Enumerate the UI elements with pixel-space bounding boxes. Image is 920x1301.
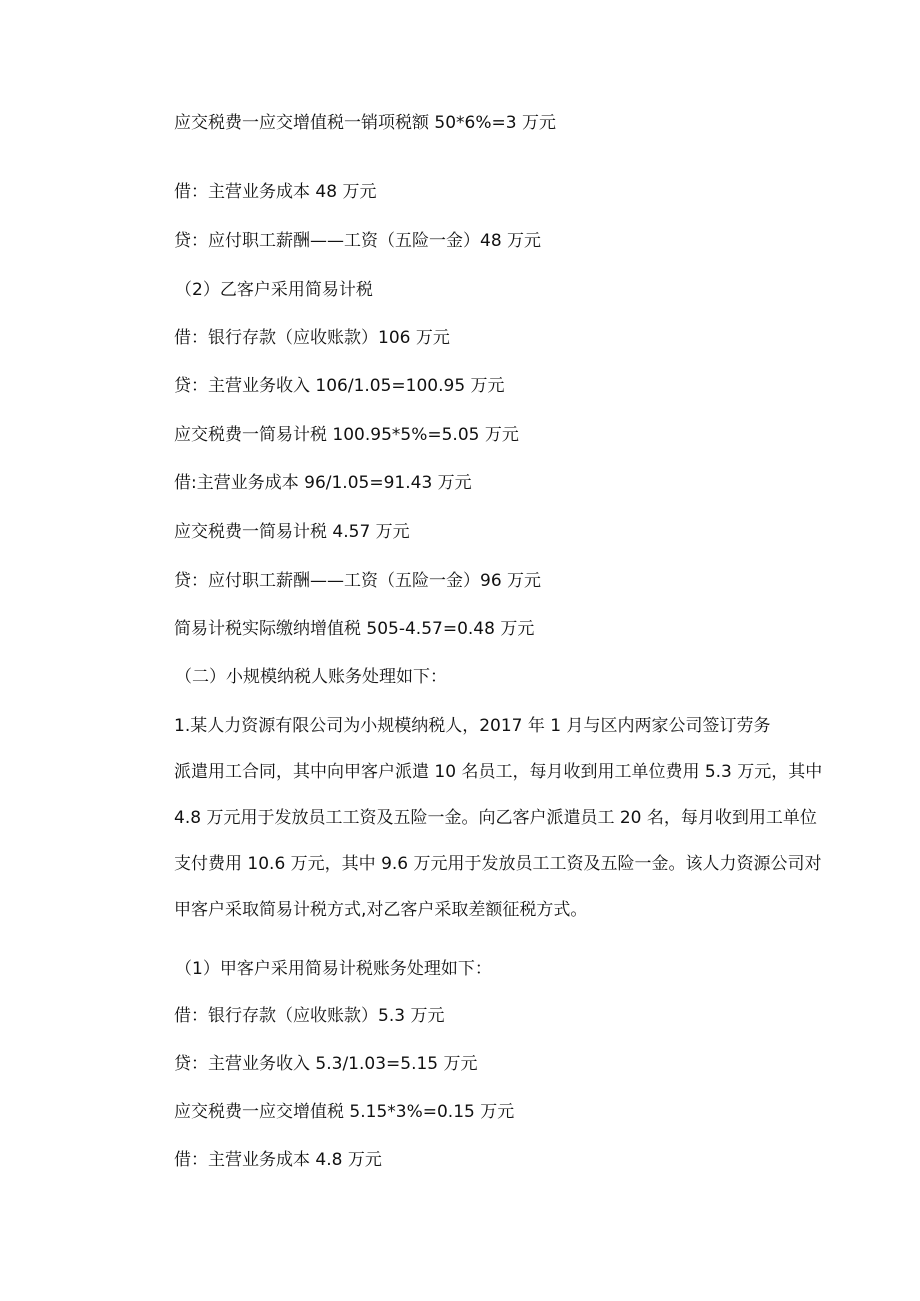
paragraph-line: 支付费用 10.6 万元，其中 9.6 万元用于发放员工工资及五险一金。该人力资源公司对 <box>174 854 822 874</box>
text-line: 借：主营业务成本 48 万元 <box>174 182 377 202</box>
paragraph-line: 甲客户采取简易计税方式,对乙客户采取差额征税方式。 <box>174 900 588 920</box>
section-heading: （2）乙客户采用简易计税 <box>175 280 373 300</box>
paragraph-line: 1.某人力资源有限公司为小规模纳税人，2017 年 1 月与区内两家公司签订劳务 <box>174 716 771 736</box>
text-line: 贷：应付职工薪酬——工资（五险一金）96 万元 <box>174 571 542 591</box>
text-line: 借:主营业务成本 96/1.05=91.43 万元 <box>174 473 472 493</box>
text-line: 借：主营业务成本 4.8 万元 <box>174 1150 382 1170</box>
text-line: 贷：应付职工薪酬——工资（五险一金）48 万元 <box>174 231 542 251</box>
text-line: 贷：主营业务收入 5.3/1.03=5.15 万元 <box>174 1054 478 1074</box>
text-line: 应交税费一应交增值税一销项税额 50*6%=3 万元 <box>174 113 556 133</box>
text-line: 应交税费一简易计税 4.57 万元 <box>174 522 410 542</box>
paragraph-line: 4.8 万元用于发放员工工资及五险一金。向乙客户派遣员工 20 名，每月收到用工单位 <box>174 808 817 828</box>
text-line: 应交税费一应交增值税 5.15*3%=0.15 万元 <box>174 1102 515 1122</box>
text-line: 借：银行存款（应收账款）5.3 万元 <box>174 1006 445 1026</box>
text-line: 贷：主营业务收入 106/1.05=100.95 万元 <box>174 376 505 396</box>
section-heading: （二）小规模纳税人账务处理如下： <box>175 667 447 687</box>
text-line: 简易计税实际缴纳增值税 505-4.57=0.48 万元 <box>174 619 535 639</box>
text-line: 应交税费一简易计税 100.95*5%=5.05 万元 <box>174 425 519 445</box>
paragraph-line: 派遣用工合同，其中向甲客户派遣 10 名员工，每月收到用工单位费用 5.3 万元，其中 <box>174 762 823 782</box>
text-line: 借：银行存款（应收账款）106 万元 <box>174 328 450 348</box>
section-heading: （1）甲客户采用简易计税账务处理如下： <box>175 959 492 979</box>
